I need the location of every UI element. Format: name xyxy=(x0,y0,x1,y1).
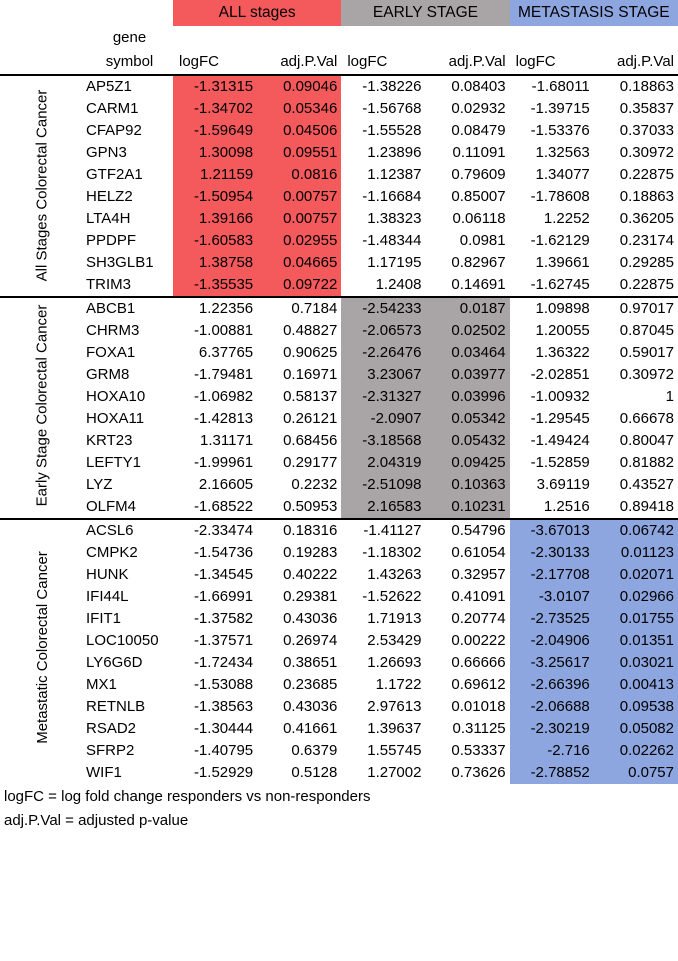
all-logfc-cell: -1.30444 xyxy=(193,720,254,737)
meta-logfc-cell: -1.62745 xyxy=(530,276,590,293)
early-adjp-cell: 0.01018 xyxy=(451,698,506,715)
gene-symbol-cell: WIF1 xyxy=(86,764,122,781)
gene-symbol-cell: AP5Z1 xyxy=(84,75,173,98)
early-adjp-cell: 0.02502 xyxy=(425,320,509,342)
table-row xyxy=(0,408,678,430)
all-adjp-cell: 0.23685 xyxy=(283,676,338,693)
meta-logfc-cell: -2.30219 xyxy=(510,718,594,740)
meta-logfc-cell: 1.36322 xyxy=(535,344,590,361)
early-logfc-cell: 1.71913 xyxy=(367,610,422,627)
meta-logfc-cell: -1.52859 xyxy=(530,454,590,471)
gene-symbol-cell: CFAP92 xyxy=(86,122,142,139)
table-row xyxy=(0,208,678,230)
gene-symbol-cell: KRT23 xyxy=(86,432,133,449)
meta-logfc-cell: -3.25617 xyxy=(510,652,594,674)
early-logfc-cell: -1.52622 xyxy=(362,588,422,605)
early-logfc-cell: 3.23067 xyxy=(341,364,425,386)
meta-adjp-cell: 0.18863 xyxy=(619,188,674,205)
early-adjp-cell: 0.20774 xyxy=(451,610,506,627)
table-row xyxy=(0,474,678,496)
gene-symbol-cell: HOXA11 xyxy=(86,410,145,427)
col-header-all-adjp: adj.P.Val xyxy=(280,53,338,70)
all-adjp-cell: 0.09722 xyxy=(257,274,341,297)
gene-symbol-cell: IFIT1 xyxy=(86,610,122,627)
early-logfc-cell: 1.43263 xyxy=(367,566,422,583)
gene-symbol-cell: MX1 xyxy=(86,676,117,693)
gene-header-line1: gene xyxy=(112,29,147,46)
meta-logfc-cell: -1.49424 xyxy=(530,432,590,449)
all-adjp-cell: 0.29177 xyxy=(283,454,338,471)
all-logfc-cell: -1.72434 xyxy=(193,654,254,671)
table-row xyxy=(0,164,678,186)
gene-symbol-cell: LTA4H xyxy=(86,210,131,227)
all-logfc-cell: -1.54736 xyxy=(193,544,254,561)
all-adjp-cell: 0.2232 xyxy=(291,476,338,493)
meta-logfc-cell: 1.20055 xyxy=(535,322,590,339)
table-row xyxy=(0,630,678,652)
gene-symbol-cell: ABCB1 xyxy=(84,297,173,320)
all-adjp-cell: 0.04665 xyxy=(257,252,341,274)
early-adjp-cell: 0.03464 xyxy=(425,342,509,364)
early-logfc-cell: -2.54233 xyxy=(341,297,425,320)
early-adjp-cell: 0.14691 xyxy=(451,276,506,293)
meta-adjp-cell: 0.81882 xyxy=(619,454,674,471)
early-adjp-cell: 0.08479 xyxy=(451,122,506,139)
table-row xyxy=(0,230,678,252)
gene-symbol-cell: LY6G6D xyxy=(86,654,143,671)
all-logfc-cell: -1.42813 xyxy=(193,410,254,427)
early-logfc-cell: 1.26693 xyxy=(367,654,422,671)
table-row xyxy=(0,452,678,474)
meta-adjp-cell: 0.29285 xyxy=(619,254,674,271)
all-logfc-cell: -1.59649 xyxy=(173,120,257,142)
table-row xyxy=(0,186,678,208)
meta-adjp-cell: 0.97017 xyxy=(594,297,678,320)
early-logfc-cell: 1.1722 xyxy=(375,676,422,693)
meta-logfc-cell: -2.06688 xyxy=(510,696,594,718)
all-adjp-cell: 0.7184 xyxy=(257,297,341,320)
all-adjp-cell: 0.68456 xyxy=(283,432,338,449)
early-adjp-cell: 0.79609 xyxy=(451,166,506,183)
all-logfc-cell: 1.30098 xyxy=(173,142,257,164)
col-header-meta-adjp: adj.P.Val xyxy=(617,53,674,70)
all-logfc-cell: -1.37571 xyxy=(193,632,254,649)
table-row xyxy=(0,496,678,519)
footnote-line: adj.P.Val = adjusted p-value xyxy=(4,812,189,829)
col-header-early-adjp: adj.P.Val xyxy=(448,53,506,70)
meta-adjp-cell: 0.05082 xyxy=(594,718,678,740)
early-adjp-cell: 0.0187 xyxy=(425,297,509,320)
all-logfc-cell: -1.37582 xyxy=(193,610,254,627)
meta-logfc-cell: 1.2516 xyxy=(543,498,590,515)
early-logfc-cell: 2.53429 xyxy=(367,632,422,649)
all-adjp-cell: 0.16971 xyxy=(283,366,338,383)
all-adjp-cell: 0.02955 xyxy=(257,230,341,252)
header-spacer xyxy=(0,0,84,26)
all-adjp-cell: 0.18316 xyxy=(257,519,341,542)
meta-adjp-cell: 0.02262 xyxy=(594,740,678,762)
table-row xyxy=(0,98,678,120)
group-label xyxy=(0,295,84,515)
early-logfc-cell: -3.18568 xyxy=(341,430,425,452)
early-logfc-cell: -2.26476 xyxy=(341,342,425,364)
meta-adjp-cell: 0.06742 xyxy=(594,519,678,542)
early-adjp-cell: 0.08403 xyxy=(425,75,509,98)
early-logfc-cell: 1.38323 xyxy=(367,210,422,227)
all-adjp-cell: 0.40222 xyxy=(283,566,338,583)
all-adjp-cell: 0.26974 xyxy=(283,632,338,649)
all-adjp-cell: 0.0816 xyxy=(257,164,341,186)
meta-logfc-cell: -2.73525 xyxy=(510,608,594,630)
early-adjp-cell: 0.00222 xyxy=(451,632,506,649)
meta-adjp-cell: 0.30972 xyxy=(619,144,674,161)
early-adjp-cell: 0.10363 xyxy=(425,474,509,496)
all-adjp-cell: 0.5128 xyxy=(291,764,338,781)
group-label xyxy=(0,515,84,779)
meta-adjp-cell: 0.01755 xyxy=(594,608,678,630)
meta-adjp-cell: 0.09538 xyxy=(594,696,678,718)
all-logfc-cell: -1.34702 xyxy=(173,98,257,120)
early-adjp-cell: 0.31125 xyxy=(452,720,506,737)
col-header-all-logfc: logFC xyxy=(179,53,220,70)
gene-symbol-cell: OLFM4 xyxy=(86,498,137,515)
meta-adjp-cell: 0.00413 xyxy=(594,674,678,696)
early-adjp-cell: 0.03977 xyxy=(425,364,509,386)
early-adjp-cell: 0.11091 xyxy=(452,144,506,161)
early-logfc-cell: 1.23896 xyxy=(367,144,422,161)
header-spacer xyxy=(510,26,594,50)
early-adjp-cell: 0.61054 xyxy=(451,544,506,561)
table-row xyxy=(0,608,678,630)
all-adjp-cell: 0.04506 xyxy=(257,120,341,142)
all-logfc-cell: -1.68522 xyxy=(193,498,254,515)
meta-adjp-cell: 0.01351 xyxy=(594,630,678,652)
all-adjp-cell: 0.19283 xyxy=(283,544,338,561)
meta-adjp-cell: 0.80047 xyxy=(619,432,674,449)
header-spacer xyxy=(594,26,678,50)
meta-logfc-cell: -1.00932 xyxy=(530,388,590,405)
footnote-line: logFC = log fold change responders vs non-responders xyxy=(4,788,371,805)
table-row xyxy=(0,430,678,452)
group-label xyxy=(0,75,84,295)
meta-logfc-cell: -2.02851 xyxy=(530,366,590,383)
all-logfc-cell: -1.06982 xyxy=(193,388,254,405)
meta-adjp-cell: 0.43527 xyxy=(619,476,674,493)
all-adjp-cell: 0.43036 xyxy=(283,698,338,715)
gene-symbol-cell: SH3GLB1 xyxy=(86,254,154,271)
meta-logfc-cell: 3.69119 xyxy=(536,476,590,493)
stage-header-row xyxy=(0,0,678,26)
early-adjp-cell: 0.03996 xyxy=(425,386,509,408)
all-adjp-cell: 0.09046 xyxy=(257,75,341,98)
all-logfc-cell: -1.31315 xyxy=(173,75,257,98)
early-adjp-cell: 0.85007 xyxy=(451,188,506,205)
header-spacer xyxy=(173,26,257,50)
meta-logfc-cell: -2.716 xyxy=(510,740,594,762)
gene-symbol-cell: PPDPF xyxy=(86,232,137,249)
table-row xyxy=(0,142,678,164)
all-logfc-cell: 6.37765 xyxy=(198,344,254,361)
meta-adjp-cell: 0.22875 xyxy=(619,276,674,293)
all-adjp-cell: 0.38651 xyxy=(283,654,338,671)
early-logfc-cell: 1.27002 xyxy=(367,764,422,781)
meta-adjp-cell: 0.36205 xyxy=(619,210,674,227)
all-logfc-cell: -2.33474 xyxy=(173,519,257,542)
header-spacer xyxy=(0,50,84,75)
early-logfc-cell: 1.17195 xyxy=(367,254,422,271)
meta-logfc-cell: -1.78608 xyxy=(530,188,590,205)
early-logfc-cell: -1.18302 xyxy=(362,544,422,561)
header-spacer xyxy=(84,0,173,26)
meta-logfc-cell: 1.32563 xyxy=(535,144,590,161)
gene-symbol-cell: HOXA10 xyxy=(86,388,146,405)
table-row xyxy=(0,252,678,274)
gene-symbol-cell: IFI44L xyxy=(86,588,129,605)
table-row xyxy=(0,564,678,586)
column-header-row-2 xyxy=(0,50,678,75)
table-row xyxy=(0,364,678,386)
meta-logfc-cell: 1.09898 xyxy=(510,297,594,320)
gene-header-line2: symbol xyxy=(105,53,154,70)
meta-adjp-cell: 0.66678 xyxy=(619,410,674,427)
all-adjp-cell: 0.00757 xyxy=(257,208,341,230)
gene-symbol-cell: GPN3 xyxy=(86,144,127,161)
early-logfc-cell: -2.51098 xyxy=(341,474,425,496)
all-adjp-cell: 0.90625 xyxy=(283,344,338,361)
gene-symbol-cell: RSAD2 xyxy=(86,720,137,737)
meta-logfc-cell: -1.39715 xyxy=(530,100,590,117)
early-logfc-cell: -1.38226 xyxy=(341,75,425,98)
group-label-text: Early Stage Colorectal Cancer xyxy=(33,304,51,506)
meta-adjp-cell: 0.02071 xyxy=(594,564,678,586)
early-adjp-cell: 0.06118 xyxy=(452,210,506,227)
early-adjp-cell: 0.41091 xyxy=(451,588,506,605)
all-adjp-cell: 0.58137 xyxy=(283,388,338,405)
early-adjp-cell: 0.32957 xyxy=(451,566,506,583)
all-adjp-cell: 0.43036 xyxy=(283,610,338,627)
all-logfc-cell: 1.31171 xyxy=(200,432,254,449)
stage-meta-header: METASTASIS STAGE xyxy=(510,0,678,26)
early-adjp-cell: 0.05342 xyxy=(425,408,509,430)
early-adjp-cell: 0.54796 xyxy=(425,519,509,542)
early-logfc-cell: -2.06573 xyxy=(341,320,425,342)
meta-adjp-cell: 0.59017 xyxy=(619,344,674,361)
meta-adjp-cell: 0.23174 xyxy=(619,232,674,249)
early-logfc-cell: 2.97613 xyxy=(367,698,422,715)
early-logfc-cell: -1.48344 xyxy=(362,232,422,249)
group-label-text: All Stages Colorectal Cancer xyxy=(33,89,51,281)
table-row xyxy=(0,320,678,342)
header-spacer xyxy=(0,26,84,50)
stage-early-header: EARLY STAGE xyxy=(341,0,509,26)
gene-symbol-cell: LEFTY1 xyxy=(86,454,142,471)
early-logfc-cell: 1.12387 xyxy=(367,166,422,183)
all-logfc-cell: -1.40795 xyxy=(193,742,254,759)
meta-adjp-cell: 0.87045 xyxy=(619,322,674,339)
early-adjp-cell: 0.82967 xyxy=(451,254,506,271)
meta-adjp-cell: 0.01123 xyxy=(594,542,678,564)
gene-symbol-cell: LYZ xyxy=(86,476,113,493)
gene-symbol-cell: HELZ2 xyxy=(86,188,133,205)
table-row xyxy=(0,762,678,784)
gene-symbol-cell: HUNK xyxy=(86,566,129,583)
meta-logfc-cell: -3.0107 xyxy=(510,586,594,608)
table-row xyxy=(0,718,678,740)
gene-symbol-cell: RETNLB xyxy=(86,698,146,715)
meta-logfc-cell: -2.30133 xyxy=(510,542,594,564)
gene-symbol-cell: LOC10050 xyxy=(86,632,159,649)
table-row xyxy=(0,674,678,696)
meta-logfc-cell: -2.78852 xyxy=(510,762,594,784)
table-row xyxy=(0,586,678,608)
early-logfc-cell: 1.55745 xyxy=(367,742,422,759)
meta-logfc-cell: -2.17708 xyxy=(510,564,594,586)
meta-adjp-cell: 0.89418 xyxy=(619,498,674,515)
gene-symbol-cell: CHRM3 xyxy=(86,322,140,339)
early-logfc-cell: 1.2408 xyxy=(375,276,422,293)
gene-symbol-cell: CARM1 xyxy=(86,100,139,117)
meta-logfc-cell: 1.39661 xyxy=(535,254,590,271)
meta-adjp-cell: 0.0757 xyxy=(594,762,678,784)
col-header-meta-logfc: logFC xyxy=(515,53,556,70)
meta-logfc-cell: -1.68011 xyxy=(510,75,594,98)
header-spacer xyxy=(341,26,425,50)
early-adjp-cell: 0.73626 xyxy=(451,764,506,781)
meta-logfc-cell: -2.04906 xyxy=(510,630,594,652)
all-adjp-cell: 0.6379 xyxy=(291,742,338,759)
all-logfc-cell: -1.52929 xyxy=(193,764,254,781)
all-adjp-cell: 0.29381 xyxy=(283,588,338,605)
early-adjp-cell: 0.66666 xyxy=(451,654,506,671)
table-row xyxy=(0,120,678,142)
meta-adjp-cell: 0.22875 xyxy=(619,166,674,183)
col-header-early-logfc: logFC xyxy=(347,53,388,70)
meta-logfc-cell: 1.34077 xyxy=(535,166,590,183)
all-adjp-cell: 0.09551 xyxy=(257,142,341,164)
meta-adjp-cell: 0.35837 xyxy=(619,100,674,117)
meta-adjp-cell: 0.18863 xyxy=(594,75,678,98)
early-adjp-cell: 0.10231 xyxy=(425,496,509,519)
meta-logfc-cell: -1.29545 xyxy=(530,410,590,427)
meta-adjp-cell: 0.03021 xyxy=(594,652,678,674)
meta-logfc-cell: -1.53376 xyxy=(530,122,590,139)
all-logfc-cell: 1.38758 xyxy=(173,252,257,274)
meta-adjp-cell: 0.02966 xyxy=(594,586,678,608)
all-adjp-cell: 0.50953 xyxy=(283,498,338,515)
column-header-row-1 xyxy=(0,26,678,50)
all-logfc-cell: 2.16605 xyxy=(198,476,254,493)
early-adjp-cell: 0.02932 xyxy=(451,100,506,117)
all-logfc-cell: -1.35535 xyxy=(173,274,257,297)
all-logfc-cell: 1.39166 xyxy=(173,208,257,230)
group-label-text: Metastatic Colorectal Cancer xyxy=(33,550,51,744)
all-adjp-cell: 0.26121 xyxy=(283,410,338,427)
all-logfc-cell: -1.60583 xyxy=(173,230,257,252)
early-logfc-cell: -2.0907 xyxy=(341,408,425,430)
gene-symbol-cell: GRM8 xyxy=(86,366,130,383)
meta-logfc-cell: -3.67013 xyxy=(510,519,594,542)
gene-symbol-cell: ACSL6 xyxy=(84,519,173,542)
early-logfc-cell: -1.41127 xyxy=(341,519,425,542)
all-logfc-cell: -1.50954 xyxy=(173,186,257,208)
early-logfc-cell: -1.55528 xyxy=(362,122,422,139)
early-logfc-cell: -1.16684 xyxy=(362,188,422,205)
all-logfc-cell: -1.79481 xyxy=(193,366,254,383)
early-adjp-cell: 0.0981 xyxy=(459,232,506,249)
gene-symbol-cell: FOXA1 xyxy=(86,344,136,361)
header-spacer xyxy=(425,26,509,50)
all-adjp-cell: 0.00757 xyxy=(257,186,341,208)
table-row xyxy=(0,297,678,320)
meta-logfc-cell: 1.2252 xyxy=(543,210,590,227)
meta-logfc-cell: -1.62129 xyxy=(530,232,590,249)
header-spacer xyxy=(257,26,341,50)
early-logfc-cell: 1.39637 xyxy=(367,720,422,737)
early-adjp-cell: 0.09425 xyxy=(425,452,509,474)
early-adjp-cell: 0.53337 xyxy=(451,742,506,759)
all-adjp-cell: 0.41661 xyxy=(283,720,338,737)
meta-adjp-cell: 0.30972 xyxy=(619,366,674,383)
early-adjp-cell: 0.69612 xyxy=(451,676,506,693)
early-adjp-cell: 0.05432 xyxy=(425,430,509,452)
all-logfc-cell: -1.00881 xyxy=(193,322,254,339)
table-row xyxy=(0,652,678,674)
gene-symbol-cell: TRIM3 xyxy=(86,276,131,293)
gene-symbol-cell: SFRP2 xyxy=(86,742,135,759)
all-logfc-cell: -1.38563 xyxy=(193,698,254,715)
table-row xyxy=(0,542,678,564)
all-logfc-cell: 1.22356 xyxy=(173,297,257,320)
table-row xyxy=(0,740,678,762)
early-logfc-cell: -1.56768 xyxy=(362,100,422,117)
table-row xyxy=(0,519,678,542)
early-logfc-cell: -2.31327 xyxy=(341,386,425,408)
table-row xyxy=(0,342,678,364)
all-logfc-cell: 1.21159 xyxy=(173,164,257,186)
early-logfc-cell: 2.04319 xyxy=(341,452,425,474)
all-adjp-cell: 0.05346 xyxy=(257,98,341,120)
table-row xyxy=(0,696,678,718)
meta-logfc-cell: -2.66396 xyxy=(510,674,594,696)
meta-adjp-cell: 0.37033 xyxy=(619,122,674,139)
meta-adjp-cell: 1 xyxy=(665,388,674,405)
all-logfc-cell: -1.99961 xyxy=(193,454,254,471)
all-adjp-cell: 0.48827 xyxy=(283,322,338,339)
table-row xyxy=(0,386,678,408)
table-row xyxy=(0,274,678,297)
all-logfc-cell: -1.34545 xyxy=(193,566,254,583)
early-logfc-cell: 2.16583 xyxy=(341,496,425,519)
all-logfc-cell: -1.53088 xyxy=(193,676,254,693)
stage-all-header: ALL stages xyxy=(173,0,341,26)
gene-symbol-cell: CMPK2 xyxy=(86,544,138,561)
all-logfc-cell: -1.66991 xyxy=(193,588,254,605)
gene-symbol-cell: GTF2A1 xyxy=(86,166,143,183)
table-row xyxy=(0,75,678,98)
